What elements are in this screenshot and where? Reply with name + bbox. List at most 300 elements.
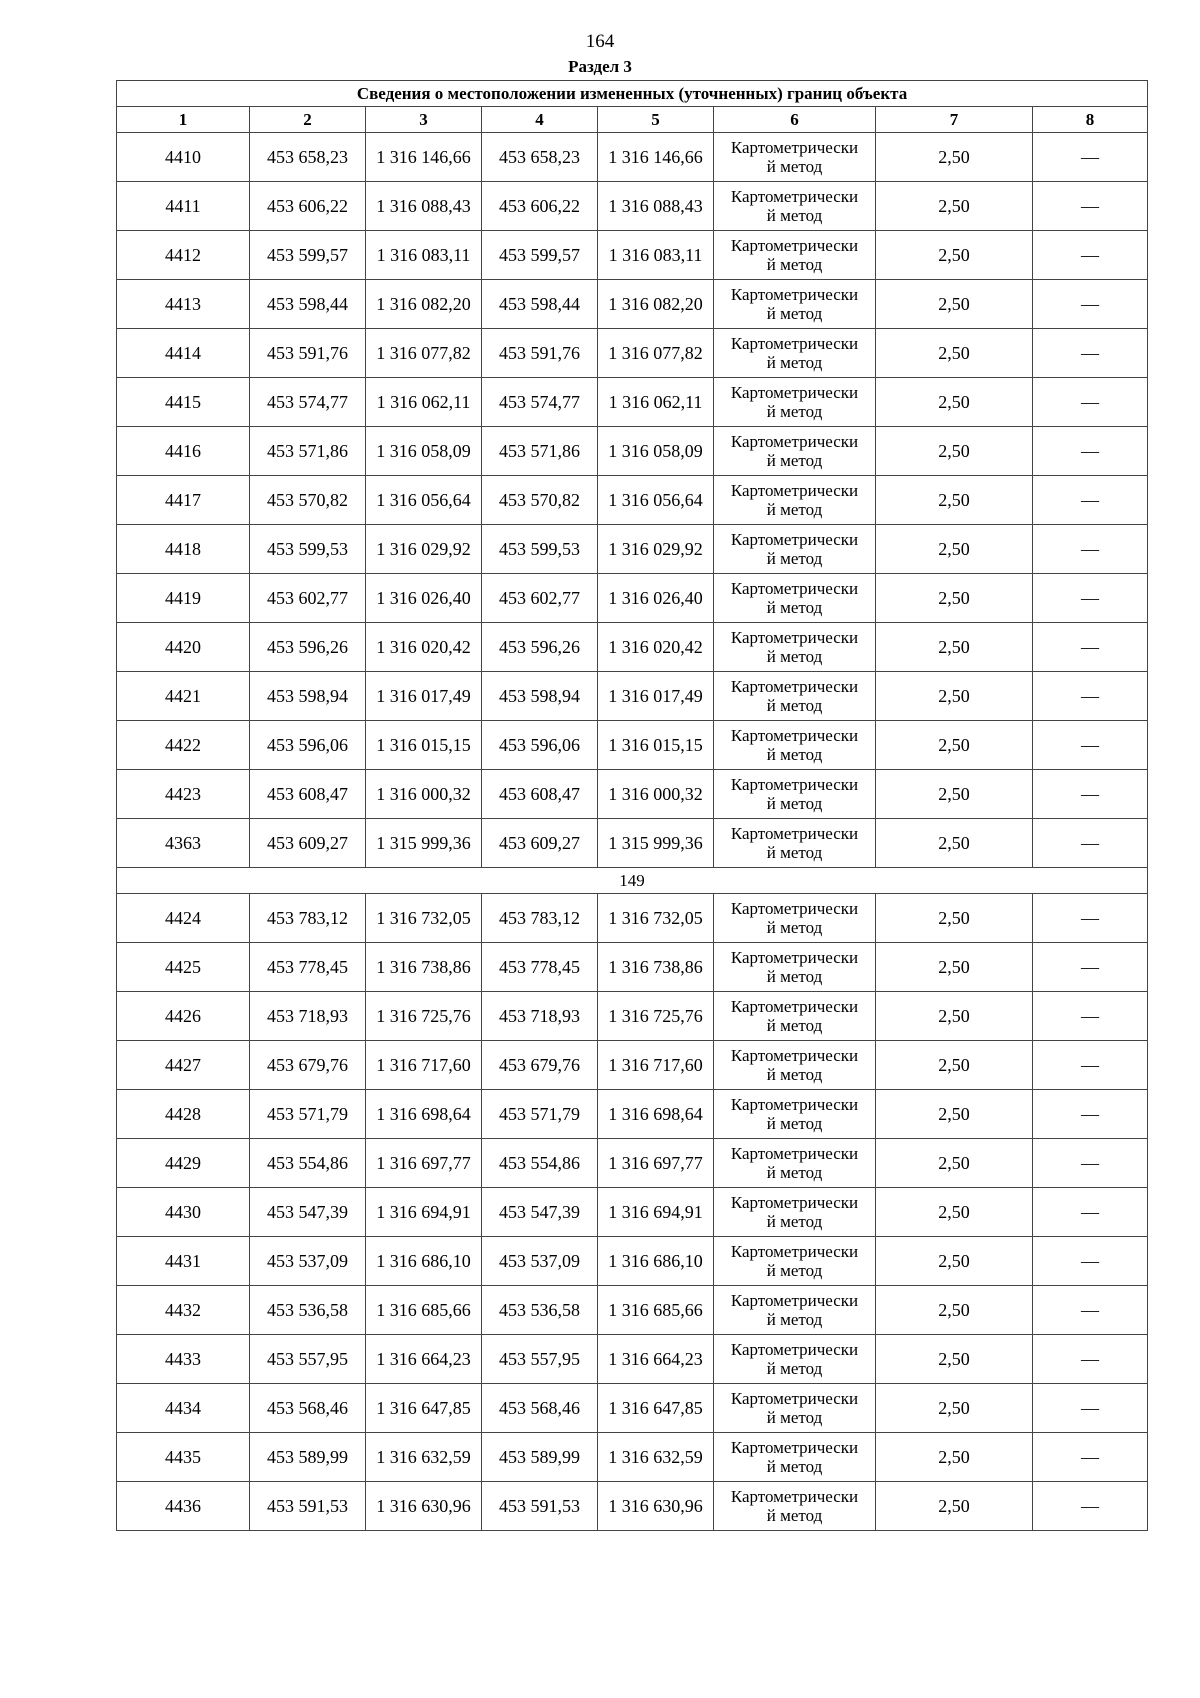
accuracy-cell: 2,50 bbox=[876, 672, 1033, 721]
method-cell bbox=[714, 943, 876, 992]
method-cell bbox=[714, 1237, 876, 1286]
y-new-cell: 1 316 088,43 bbox=[598, 182, 714, 231]
accuracy-cell: 2,50 bbox=[876, 1237, 1033, 1286]
method-text-line: й метод bbox=[766, 1163, 823, 1182]
y-existing-cell: 1 316 020,42 bbox=[366, 623, 482, 672]
table-row bbox=[117, 476, 1148, 525]
method-text-line: Картометрически bbox=[730, 1438, 859, 1457]
method-text-line: й метод bbox=[766, 918, 823, 937]
method-text-line: Картометрически bbox=[730, 677, 859, 696]
x-new-cell: 453 591,53 bbox=[482, 1482, 598, 1531]
note-cell: — bbox=[1033, 133, 1148, 182]
point-number-cell: 4410 bbox=[117, 133, 250, 182]
x-new-cell: 453 606,22 bbox=[482, 182, 598, 231]
column-number: 6 bbox=[714, 107, 876, 133]
accuracy-cell: 2,50 bbox=[876, 1482, 1033, 1531]
y-new-cell: 1 315 999,36 bbox=[598, 819, 714, 868]
point-number-cell: 4420 bbox=[117, 623, 250, 672]
x-new-cell: 453 554,86 bbox=[482, 1139, 598, 1188]
method-cell bbox=[714, 819, 876, 868]
point-number-cell: 4411 bbox=[117, 182, 250, 231]
x-existing-cell: 453 596,06 bbox=[250, 721, 366, 770]
x-new-cell: 453 568,46 bbox=[482, 1384, 598, 1433]
point-number-cell: 4423 bbox=[117, 770, 250, 819]
y-new-cell: 1 316 015,15 bbox=[598, 721, 714, 770]
x-existing-cell: 453 609,27 bbox=[250, 819, 366, 868]
y-new-cell: 1 316 664,23 bbox=[598, 1335, 714, 1384]
table-row bbox=[117, 1090, 1148, 1139]
x-existing-cell: 453 537,09 bbox=[250, 1237, 366, 1286]
note-cell: — bbox=[1033, 1335, 1148, 1384]
y-new-cell: 1 316 017,49 bbox=[598, 672, 714, 721]
method-text-line: Картометрически bbox=[730, 1291, 859, 1310]
note-cell: — bbox=[1033, 1384, 1148, 1433]
y-existing-cell: 1 316 056,64 bbox=[366, 476, 482, 525]
y-existing-cell: 1 316 664,23 bbox=[366, 1335, 482, 1384]
x-new-cell: 453 783,12 bbox=[482, 894, 598, 943]
method-cell bbox=[714, 329, 876, 378]
table-row bbox=[117, 1482, 1148, 1531]
note-cell: — bbox=[1033, 819, 1148, 868]
method-text-line: Картометрически bbox=[730, 997, 859, 1016]
point-number-cell: 4417 bbox=[117, 476, 250, 525]
point-number-cell: 4426 bbox=[117, 992, 250, 1041]
y-new-cell: 1 316 146,66 bbox=[598, 133, 714, 182]
method-text-line: Картометрически bbox=[730, 1389, 859, 1408]
x-new-cell: 453 591,76 bbox=[482, 329, 598, 378]
note-cell: — bbox=[1033, 943, 1148, 992]
method-cell bbox=[714, 894, 876, 943]
x-new-cell: 453 536,58 bbox=[482, 1286, 598, 1335]
x-existing-cell: 453 599,57 bbox=[250, 231, 366, 280]
x-new-cell: 453 599,53 bbox=[482, 525, 598, 574]
column-number: 7 bbox=[876, 107, 1033, 133]
table-row bbox=[117, 943, 1148, 992]
accuracy-cell: 2,50 bbox=[876, 476, 1033, 525]
note-cell: — bbox=[1033, 1286, 1148, 1335]
y-new-cell: 1 316 630,96 bbox=[598, 1482, 714, 1531]
y-existing-cell: 1 316 686,10 bbox=[366, 1237, 482, 1286]
method-text-line: Картометрически bbox=[730, 1242, 859, 1261]
x-existing-cell: 453 596,26 bbox=[250, 623, 366, 672]
method-text-line: й метод bbox=[766, 353, 823, 372]
point-number-cell: 4432 bbox=[117, 1286, 250, 1335]
accuracy-cell: 2,50 bbox=[876, 1286, 1033, 1335]
table-row bbox=[117, 1384, 1148, 1433]
method-cell bbox=[714, 1188, 876, 1237]
method-text-line: й метод bbox=[766, 1506, 823, 1525]
note-cell: — bbox=[1033, 770, 1148, 819]
y-new-cell: 1 316 698,64 bbox=[598, 1090, 714, 1139]
x-existing-cell: 453 591,76 bbox=[250, 329, 366, 378]
y-existing-cell: 1 316 058,09 bbox=[366, 427, 482, 476]
table-row bbox=[117, 1188, 1148, 1237]
method-text-line: й метод bbox=[766, 451, 823, 470]
accuracy-cell: 2,50 bbox=[876, 770, 1033, 819]
y-new-cell: 1 316 083,11 bbox=[598, 231, 714, 280]
table-row bbox=[117, 819, 1148, 868]
method-cell bbox=[714, 182, 876, 231]
x-new-cell: 453 602,77 bbox=[482, 574, 598, 623]
method-cell bbox=[714, 992, 876, 1041]
y-new-cell: 1 316 632,59 bbox=[598, 1433, 714, 1482]
table-row bbox=[117, 378, 1148, 427]
x-existing-cell: 453 602,77 bbox=[250, 574, 366, 623]
section-title: Раздел 3 bbox=[568, 57, 632, 76]
method-text-line: й метод bbox=[766, 206, 823, 225]
table-row bbox=[117, 623, 1148, 672]
y-existing-cell: 1 316 077,82 bbox=[366, 329, 482, 378]
method-text-line: й метод bbox=[766, 843, 823, 862]
point-number-cell: 4412 bbox=[117, 231, 250, 280]
note-cell: — bbox=[1033, 231, 1148, 280]
method-cell bbox=[714, 378, 876, 427]
method-text-line: й метод bbox=[766, 1065, 823, 1084]
x-new-cell: 453 547,39 bbox=[482, 1188, 598, 1237]
table-row bbox=[117, 770, 1148, 819]
group-label: 149 bbox=[117, 868, 1148, 894]
table-row bbox=[117, 1139, 1148, 1188]
accuracy-cell: 2,50 bbox=[876, 1090, 1033, 1139]
y-new-cell: 1 316 647,85 bbox=[598, 1384, 714, 1433]
table-row bbox=[117, 1335, 1148, 1384]
method-text-line: Картометрически bbox=[730, 1340, 859, 1359]
y-new-cell: 1 316 056,64 bbox=[598, 476, 714, 525]
group-row bbox=[117, 868, 1148, 894]
method-cell bbox=[714, 1335, 876, 1384]
y-existing-cell: 1 315 999,36 bbox=[366, 819, 482, 868]
method-text-line: й метод bbox=[766, 598, 823, 617]
point-number-cell: 4429 bbox=[117, 1139, 250, 1188]
method-text-line: Картометрически bbox=[730, 187, 859, 206]
method-text-line: Картометрически bbox=[730, 824, 859, 843]
accuracy-cell: 2,50 bbox=[876, 427, 1033, 476]
x-new-cell: 453 658,23 bbox=[482, 133, 598, 182]
x-existing-cell: 453 570,82 bbox=[250, 476, 366, 525]
y-new-cell: 1 316 029,92 bbox=[598, 525, 714, 574]
method-text-line: Картометрически bbox=[730, 1144, 859, 1163]
note-cell: — bbox=[1033, 574, 1148, 623]
accuracy-cell: 2,50 bbox=[876, 378, 1033, 427]
method-cell bbox=[714, 1090, 876, 1139]
method-cell bbox=[714, 280, 876, 329]
point-number-cell: 4436 bbox=[117, 1482, 250, 1531]
method-cell bbox=[714, 231, 876, 280]
y-new-cell: 1 316 686,10 bbox=[598, 1237, 714, 1286]
x-existing-cell: 453 599,53 bbox=[250, 525, 366, 574]
method-text-line: Картометрически bbox=[730, 628, 859, 647]
method-text-line: й метод bbox=[766, 255, 823, 274]
x-existing-cell: 453 608,47 bbox=[250, 770, 366, 819]
accuracy-cell: 2,50 bbox=[876, 819, 1033, 868]
x-new-cell: 453 537,09 bbox=[482, 1237, 598, 1286]
point-number-cell: 4435 bbox=[117, 1433, 250, 1482]
method-text-line: Картометрически bbox=[730, 1487, 859, 1506]
accuracy-cell: 2,50 bbox=[876, 992, 1033, 1041]
method-text-line: Картометрически bbox=[730, 948, 859, 967]
method-text-line: й метод bbox=[766, 549, 823, 568]
method-cell bbox=[714, 1286, 876, 1335]
x-existing-cell: 453 598,44 bbox=[250, 280, 366, 329]
method-text-line: й метод bbox=[766, 1457, 823, 1476]
table-row bbox=[117, 280, 1148, 329]
method-text-line: Картометрически bbox=[730, 726, 859, 745]
method-text-line: й метод bbox=[766, 1359, 823, 1378]
method-text-line: Картометрически bbox=[730, 236, 859, 255]
point-number-cell: 4415 bbox=[117, 378, 250, 427]
point-number-cell: 4425 bbox=[117, 943, 250, 992]
x-new-cell: 453 571,86 bbox=[482, 427, 598, 476]
y-new-cell: 1 316 062,11 bbox=[598, 378, 714, 427]
method-text-line: Картометрически bbox=[730, 481, 859, 500]
y-existing-cell: 1 316 685,66 bbox=[366, 1286, 482, 1335]
y-existing-cell: 1 316 083,11 bbox=[366, 231, 482, 280]
method-text-line: й метод bbox=[766, 500, 823, 519]
y-existing-cell: 1 316 630,96 bbox=[366, 1482, 482, 1531]
point-number-cell: 4430 bbox=[117, 1188, 250, 1237]
y-new-cell: 1 316 020,42 bbox=[598, 623, 714, 672]
note-cell: — bbox=[1033, 672, 1148, 721]
accuracy-cell: 2,50 bbox=[876, 329, 1033, 378]
method-text-line: Картометрически bbox=[730, 383, 859, 402]
y-existing-cell: 1 316 698,64 bbox=[366, 1090, 482, 1139]
x-existing-cell: 453 589,99 bbox=[250, 1433, 366, 1482]
x-existing-cell: 453 658,23 bbox=[250, 133, 366, 182]
y-existing-cell: 1 316 732,05 bbox=[366, 894, 482, 943]
y-new-cell: 1 316 685,66 bbox=[598, 1286, 714, 1335]
note-cell: — bbox=[1033, 525, 1148, 574]
method-text-line: Картометрически bbox=[730, 432, 859, 451]
note-cell: — bbox=[1033, 476, 1148, 525]
accuracy-cell: 2,50 bbox=[876, 943, 1033, 992]
y-new-cell: 1 316 058,09 bbox=[598, 427, 714, 476]
y-existing-cell: 1 316 029,92 bbox=[366, 525, 482, 574]
table-body bbox=[117, 133, 1148, 1531]
accuracy-cell: 2,50 bbox=[876, 1384, 1033, 1433]
y-existing-cell: 1 316 088,43 bbox=[366, 182, 482, 231]
point-number-cell: 4421 bbox=[117, 672, 250, 721]
x-existing-cell: 453 571,86 bbox=[250, 427, 366, 476]
x-new-cell: 453 570,82 bbox=[482, 476, 598, 525]
x-existing-cell: 453 783,12 bbox=[250, 894, 366, 943]
method-text-line: Картометрически bbox=[730, 775, 859, 794]
x-new-cell: 453 598,44 bbox=[482, 280, 598, 329]
method-text-line: Картометрически bbox=[730, 334, 859, 353]
method-cell bbox=[714, 623, 876, 672]
x-existing-cell: 453 557,95 bbox=[250, 1335, 366, 1384]
y-new-cell: 1 316 694,91 bbox=[598, 1188, 714, 1237]
note-cell: — bbox=[1033, 378, 1148, 427]
x-existing-cell: 453 536,58 bbox=[250, 1286, 366, 1335]
method-text-line: й метод bbox=[766, 1114, 823, 1133]
x-existing-cell: 453 718,93 bbox=[250, 992, 366, 1041]
x-existing-cell: 453 679,76 bbox=[250, 1041, 366, 1090]
method-cell bbox=[714, 574, 876, 623]
note-cell: — bbox=[1033, 623, 1148, 672]
accuracy-cell: 2,50 bbox=[876, 1041, 1033, 1090]
point-number-cell: 4422 bbox=[117, 721, 250, 770]
method-cell bbox=[714, 427, 876, 476]
column-number-row bbox=[117, 107, 1148, 133]
method-cell bbox=[714, 672, 876, 721]
accuracy-cell: 2,50 bbox=[876, 1433, 1033, 1482]
method-text-line: Картометрически bbox=[730, 899, 859, 918]
note-cell: — bbox=[1033, 1237, 1148, 1286]
boundary-coordinates-table bbox=[116, 80, 1148, 1531]
method-text-line: й метод bbox=[766, 1310, 823, 1329]
note-cell: — bbox=[1033, 1188, 1148, 1237]
y-existing-cell: 1 316 725,76 bbox=[366, 992, 482, 1041]
table-row bbox=[117, 231, 1148, 280]
y-existing-cell: 1 316 697,77 bbox=[366, 1139, 482, 1188]
table-row bbox=[117, 427, 1148, 476]
table-row bbox=[117, 182, 1148, 231]
table-caption: Сведения о местоположении измененных (уточненных) границ объекта bbox=[117, 81, 1148, 107]
method-text-line: й метод bbox=[766, 402, 823, 421]
note-cell: — bbox=[1033, 1041, 1148, 1090]
accuracy-cell: 2,50 bbox=[876, 623, 1033, 672]
x-existing-cell: 453 547,39 bbox=[250, 1188, 366, 1237]
table-row bbox=[117, 672, 1148, 721]
point-number-cell: 4413 bbox=[117, 280, 250, 329]
accuracy-cell: 2,50 bbox=[876, 1139, 1033, 1188]
note-cell: — bbox=[1033, 182, 1148, 231]
column-number: 8 bbox=[1033, 107, 1148, 133]
column-number: 2 bbox=[250, 107, 366, 133]
method-text-line: Картометрически bbox=[730, 579, 859, 598]
method-cell bbox=[714, 1139, 876, 1188]
x-new-cell: 453 718,93 bbox=[482, 992, 598, 1041]
method-text-line: й метод bbox=[766, 304, 823, 323]
method-text-line: й метод bbox=[766, 647, 823, 666]
y-existing-cell: 1 316 000,32 bbox=[366, 770, 482, 819]
x-new-cell: 453 574,77 bbox=[482, 378, 598, 427]
note-cell: — bbox=[1033, 427, 1148, 476]
method-text-line: й метод bbox=[766, 1016, 823, 1035]
x-existing-cell: 453 571,79 bbox=[250, 1090, 366, 1139]
method-cell bbox=[714, 1041, 876, 1090]
accuracy-cell: 2,50 bbox=[876, 182, 1033, 231]
table-row bbox=[117, 894, 1148, 943]
point-number-cell: 4431 bbox=[117, 1237, 250, 1286]
y-existing-cell: 1 316 717,60 bbox=[366, 1041, 482, 1090]
y-new-cell: 1 316 077,82 bbox=[598, 329, 714, 378]
y-existing-cell: 1 316 146,66 bbox=[366, 133, 482, 182]
method-cell bbox=[714, 1384, 876, 1433]
y-new-cell: 1 316 697,77 bbox=[598, 1139, 714, 1188]
method-cell bbox=[714, 525, 876, 574]
column-number: 3 bbox=[366, 107, 482, 133]
x-new-cell: 453 571,79 bbox=[482, 1090, 598, 1139]
x-new-cell: 453 596,26 bbox=[482, 623, 598, 672]
note-cell: — bbox=[1033, 1139, 1148, 1188]
x-new-cell: 453 679,76 bbox=[482, 1041, 598, 1090]
x-new-cell: 453 599,57 bbox=[482, 231, 598, 280]
method-cell bbox=[714, 476, 876, 525]
method-text-line: й метод bbox=[766, 745, 823, 764]
accuracy-cell: 2,50 bbox=[876, 574, 1033, 623]
x-existing-cell: 453 606,22 bbox=[250, 182, 366, 231]
method-text-line: Картометрически bbox=[730, 530, 859, 549]
point-number-cell: 4418 bbox=[117, 525, 250, 574]
column-number: 1 bbox=[117, 107, 250, 133]
x-existing-cell: 453 598,94 bbox=[250, 672, 366, 721]
y-existing-cell: 1 316 632,59 bbox=[366, 1433, 482, 1482]
note-cell: — bbox=[1033, 1482, 1148, 1531]
x-new-cell: 453 589,99 bbox=[482, 1433, 598, 1482]
accuracy-cell: 2,50 bbox=[876, 133, 1033, 182]
x-existing-cell: 453 568,46 bbox=[250, 1384, 366, 1433]
page-number: 164 bbox=[585, 31, 615, 52]
accuracy-cell: 2,50 bbox=[876, 1188, 1033, 1237]
table-caption-row bbox=[117, 81, 1148, 107]
method-text-line: й метод bbox=[766, 1261, 823, 1280]
x-new-cell: 453 608,47 bbox=[482, 770, 598, 819]
table-row bbox=[117, 1237, 1148, 1286]
method-text-line: Картометрически bbox=[730, 285, 859, 304]
y-existing-cell: 1 316 017,49 bbox=[366, 672, 482, 721]
x-new-cell: 453 557,95 bbox=[482, 1335, 598, 1384]
y-existing-cell: 1 316 694,91 bbox=[366, 1188, 482, 1237]
accuracy-cell: 2,50 bbox=[876, 1335, 1033, 1384]
y-existing-cell: 1 316 026,40 bbox=[366, 574, 482, 623]
x-new-cell: 453 596,06 bbox=[482, 721, 598, 770]
table-row bbox=[117, 1041, 1148, 1090]
method-text-line: Картометрически bbox=[730, 138, 859, 157]
point-number-cell: 4433 bbox=[117, 1335, 250, 1384]
x-existing-cell: 453 778,45 bbox=[250, 943, 366, 992]
table-row bbox=[117, 1433, 1148, 1482]
note-cell: — bbox=[1033, 329, 1148, 378]
table-row bbox=[117, 1286, 1148, 1335]
column-number: 5 bbox=[598, 107, 714, 133]
point-number-cell: 4428 bbox=[117, 1090, 250, 1139]
method-cell bbox=[714, 1433, 876, 1482]
x-new-cell: 453 778,45 bbox=[482, 943, 598, 992]
point-number-cell: 4424 bbox=[117, 894, 250, 943]
y-existing-cell: 1 316 062,11 bbox=[366, 378, 482, 427]
y-new-cell: 1 316 725,76 bbox=[598, 992, 714, 1041]
method-text-line: й метод bbox=[766, 1408, 823, 1427]
note-cell: — bbox=[1033, 992, 1148, 1041]
method-cell bbox=[714, 721, 876, 770]
method-text-line: й метод bbox=[766, 794, 823, 813]
point-number-cell: 4427 bbox=[117, 1041, 250, 1090]
y-new-cell: 1 316 000,32 bbox=[598, 770, 714, 819]
note-cell: — bbox=[1033, 280, 1148, 329]
table-row bbox=[117, 992, 1148, 1041]
y-new-cell: 1 316 026,40 bbox=[598, 574, 714, 623]
point-number-cell: 4416 bbox=[117, 427, 250, 476]
table-row bbox=[117, 574, 1148, 623]
point-number-cell: 4414 bbox=[117, 329, 250, 378]
x-existing-cell: 453 574,77 bbox=[250, 378, 366, 427]
point-number-cell: 4419 bbox=[117, 574, 250, 623]
method-text-line: Картометрически bbox=[730, 1046, 859, 1065]
point-number-cell: 4434 bbox=[117, 1384, 250, 1433]
y-existing-cell: 1 316 647,85 bbox=[366, 1384, 482, 1433]
y-existing-cell: 1 316 015,15 bbox=[366, 721, 482, 770]
y-new-cell: 1 316 732,05 bbox=[598, 894, 714, 943]
accuracy-cell: 2,50 bbox=[876, 721, 1033, 770]
accuracy-cell: 2,50 bbox=[876, 894, 1033, 943]
method-cell bbox=[714, 133, 876, 182]
x-existing-cell: 453 591,53 bbox=[250, 1482, 366, 1531]
y-new-cell: 1 316 082,20 bbox=[598, 280, 714, 329]
method-cell bbox=[714, 770, 876, 819]
note-cell: — bbox=[1033, 894, 1148, 943]
x-new-cell: 453 609,27 bbox=[482, 819, 598, 868]
